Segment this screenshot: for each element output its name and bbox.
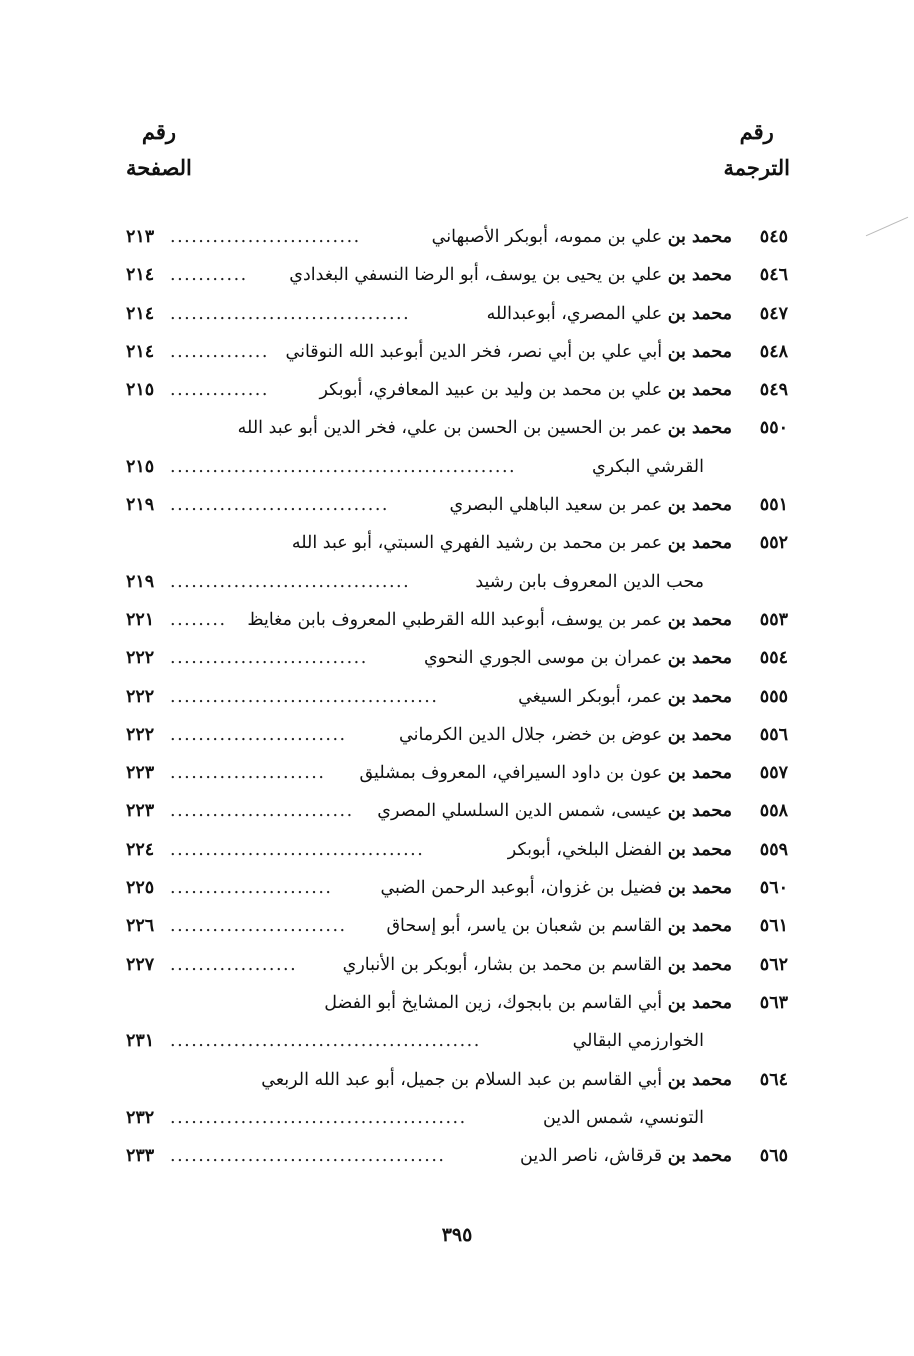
entry-name: محمد بن أبي القاسم بن عبد السلام بن جميل، أبو عبد الله الربعي bbox=[261, 1069, 732, 1090]
entry-number: ٥٥٦ bbox=[759, 724, 788, 745]
entry-page-number: ٢٢٦ bbox=[126, 916, 155, 937]
entry-number: ٥٥١ bbox=[759, 495, 788, 516]
dot-leader: .............. bbox=[170, 341, 269, 362]
dot-leader: .......................... bbox=[170, 801, 354, 822]
page-number-label-line2: الصفحة bbox=[126, 155, 192, 180]
entry-name: محمد بن أبي علي بن أبي نصر، فخر الدين أبوعبد الله النوقاني bbox=[285, 341, 732, 362]
entry-page-number: ٢١٩ bbox=[126, 571, 155, 592]
entry-name: محمد بن الفضل البلخي، أبوبكر bbox=[507, 839, 732, 860]
entry-number: ٥٦٤ bbox=[759, 1069, 788, 1090]
index-entry-continuation bbox=[126, 1099, 788, 1137]
index-entry bbox=[126, 831, 788, 869]
index-entry bbox=[126, 869, 788, 907]
dot-leader: ......................... bbox=[170, 724, 347, 745]
dot-leader: .............. bbox=[170, 380, 269, 401]
entry-number: ٥٤٦ bbox=[759, 265, 788, 286]
entry-page-number: ٢١٤ bbox=[126, 303, 155, 324]
dot-leader: .................................. bbox=[170, 303, 411, 324]
entry-page-number: ٢١٣ bbox=[126, 227, 155, 247]
entry-page-number: ٢٢٢ bbox=[126, 648, 155, 669]
entry-name: محمد بن عوض بن خضر، جلال الدين الكرماني bbox=[399, 724, 732, 745]
entry-number-label-line1: رقم bbox=[739, 119, 774, 144]
entry-number: ٥٥٤ bbox=[759, 648, 788, 669]
entry-name: محمد بن عمر بن سعيد الباهلي البصري bbox=[449, 495, 732, 516]
dot-leader: ....................... bbox=[170, 878, 333, 899]
entry-number: ٥٤٥ bbox=[759, 227, 788, 247]
entry-number: ٥٤٨ bbox=[759, 341, 788, 362]
entry-name: محمد بن عمران بن موسى الجوري النحوي bbox=[423, 648, 732, 669]
entry-page-number: ٢٢٣ bbox=[126, 763, 155, 784]
entry-number: ٥٥٣ bbox=[759, 609, 788, 630]
entry-name: محمد بن القاسم بن شعبان بن ياسر، أبو إسحاق bbox=[386, 916, 732, 937]
entry-number: ٥٥٧ bbox=[759, 763, 788, 784]
dot-leader: ............................................ bbox=[170, 1031, 481, 1052]
entry-page-number: ٢٢٧ bbox=[126, 954, 155, 975]
index-entry bbox=[126, 256, 788, 294]
index-entry bbox=[126, 409, 788, 447]
entry-name: محب الدين المعروف بابن رشيد bbox=[475, 571, 704, 592]
index-entry bbox=[126, 371, 788, 409]
entry-name: محمد بن القاسم بن محمد بن بشار، أبوبكر بن الأنباري bbox=[342, 954, 732, 975]
entry-page-number: ٢٢٢ bbox=[126, 686, 155, 707]
dot-leader: ...................... bbox=[170, 763, 326, 784]
dot-leader: .................................... bbox=[170, 839, 425, 860]
index-entry bbox=[126, 295, 788, 333]
page-number-label-line1: رقم bbox=[141, 119, 177, 144]
entry-page-number: ٢١٤ bbox=[126, 341, 155, 362]
entry-number: ٥٤٩ bbox=[759, 380, 788, 401]
index-entry-continuation bbox=[126, 563, 788, 601]
dot-leader: ................................................. bbox=[170, 456, 517, 477]
entry-name: التونسي، شمس الدين bbox=[542, 1107, 704, 1128]
dot-leader: ......................... bbox=[170, 916, 347, 937]
entry-name: محمد بن عمر، أبوبكر السيغي bbox=[518, 686, 732, 707]
entry-number: ٥٤٧ bbox=[759, 303, 788, 324]
dot-leader: .................................. bbox=[170, 571, 411, 592]
entry-number: ٥٥٥ bbox=[759, 686, 788, 707]
entry-number: ٥٦٣ bbox=[759, 992, 788, 1013]
dot-leader: ............................... bbox=[170, 495, 389, 516]
index-entry bbox=[126, 1137, 788, 1175]
dot-leader: ........................... bbox=[170, 227, 361, 247]
page-number-column-header bbox=[126, 114, 192, 186]
entry-number: ٥٥٢ bbox=[759, 533, 788, 554]
entry-number: ٥٦٢ bbox=[759, 954, 788, 975]
dot-leader: ...................................... bbox=[170, 686, 439, 707]
entry-number: ٥٦٠ bbox=[759, 878, 788, 899]
entry-name: محمد بن عمر بن محمد بن رشيد الفهري السبتي، أبو عبد الله bbox=[291, 533, 732, 554]
dot-leader: ............................ bbox=[170, 648, 368, 669]
entry-page-number: ٢٢٤ bbox=[126, 839, 155, 860]
index-entry bbox=[126, 946, 788, 984]
index-entry bbox=[126, 716, 788, 754]
entry-page-number: ٢٢٥ bbox=[126, 878, 155, 899]
dot-leader: ....................................... bbox=[170, 1146, 446, 1167]
entry-page-number: ٢٢٢ bbox=[126, 724, 155, 745]
entry-name: محمد بن علي بن مموىه، أبوبكر الأصبهاني bbox=[431, 227, 732, 247]
entry-number: ٥٥٠ bbox=[759, 418, 788, 439]
footer-page-number: ٣٩٥ bbox=[441, 1224, 473, 1246]
index-entry bbox=[126, 486, 788, 524]
entry-name: محمد بن علي بن محمد بن وليد بن عبيد المعافري، أبوبكر bbox=[319, 380, 732, 401]
dot-leader: ........ bbox=[170, 609, 227, 630]
entry-number-label-line2: الترجمة bbox=[723, 155, 790, 180]
entry-name: الخوارزمي البقالي bbox=[572, 1031, 704, 1052]
dot-leader: ........... bbox=[170, 265, 248, 286]
entry-page-number: ٢٣٣ bbox=[126, 1146, 155, 1167]
entry-name: محمد بن قرقاش، ناصر الدين bbox=[520, 1146, 732, 1167]
entry-page-number: ٢٣٢ bbox=[126, 1107, 155, 1128]
entry-name: محمد بن علي بن يحيى بن يوسف، أبو الرضا النسفي البغدادي bbox=[289, 265, 732, 286]
entry-number: ٥٥٨ bbox=[759, 801, 788, 822]
index-entry-continuation bbox=[126, 1022, 788, 1060]
dot-leader: .......................................... bbox=[170, 1107, 467, 1128]
entry-name: محمد بن علي المصري، أبوعبدالله bbox=[486, 303, 732, 324]
index-entry bbox=[126, 907, 788, 945]
entry-page-number: ٢١٩ bbox=[126, 495, 155, 516]
index-entry bbox=[126, 524, 788, 562]
index-entry bbox=[126, 754, 788, 792]
index-entry bbox=[126, 1061, 788, 1099]
entry-page-number: ٢٣١ bbox=[126, 1031, 155, 1052]
entry-page-number: ٢١٥ bbox=[126, 380, 155, 401]
index-entry bbox=[126, 678, 788, 716]
entry-name: محمد بن أبي القاسم بن بابجوك، زين المشايخ أبو الفضل bbox=[324, 992, 732, 1013]
index-entry bbox=[126, 333, 788, 371]
entry-name: محمد بن عمر بن يوسف، أبوعبد الله القرطبي المعروف بابن مغايظ bbox=[247, 609, 732, 630]
entry-name: القرشي البكري bbox=[591, 456, 704, 477]
entry-page-number: ٢١٥ bbox=[126, 456, 155, 477]
index-entry bbox=[126, 601, 788, 639]
index-entry bbox=[126, 984, 788, 1022]
entry-page-number: ٢٢٣ bbox=[126, 801, 155, 822]
margin-mark bbox=[866, 217, 908, 237]
entry-number: ٥٦١ bbox=[759, 916, 788, 937]
entry-number: ٥٥٩ bbox=[759, 839, 788, 860]
index-entries-list bbox=[126, 218, 788, 1175]
entry-number: ٥٦٥ bbox=[759, 1146, 788, 1167]
entry-name: محمد بن عمر بن الحسين بن الحسن بن علي، فخر الدين أبو عبد الله bbox=[237, 418, 732, 439]
entry-name: محمد بن فضيل بن غزوان، أبوعبد الرحمن الضبي bbox=[380, 878, 732, 899]
entry-name: محمد بن عون بن داود السيرافي، المعروف بمشليق bbox=[359, 763, 732, 784]
entry-name: محمد بن عيسى، شمس الدين السلسلي المصري bbox=[377, 801, 732, 822]
index-entry-continuation bbox=[126, 448, 788, 486]
entry-page-number: ٢٢١ bbox=[126, 609, 155, 630]
entry-page-number: ٢١٤ bbox=[126, 265, 155, 286]
entry-number-column-header bbox=[723, 114, 790, 186]
dot-leader: .................. bbox=[170, 954, 298, 975]
index-entry bbox=[126, 218, 788, 256]
index-entry bbox=[126, 792, 788, 830]
index-entry bbox=[126, 639, 788, 677]
